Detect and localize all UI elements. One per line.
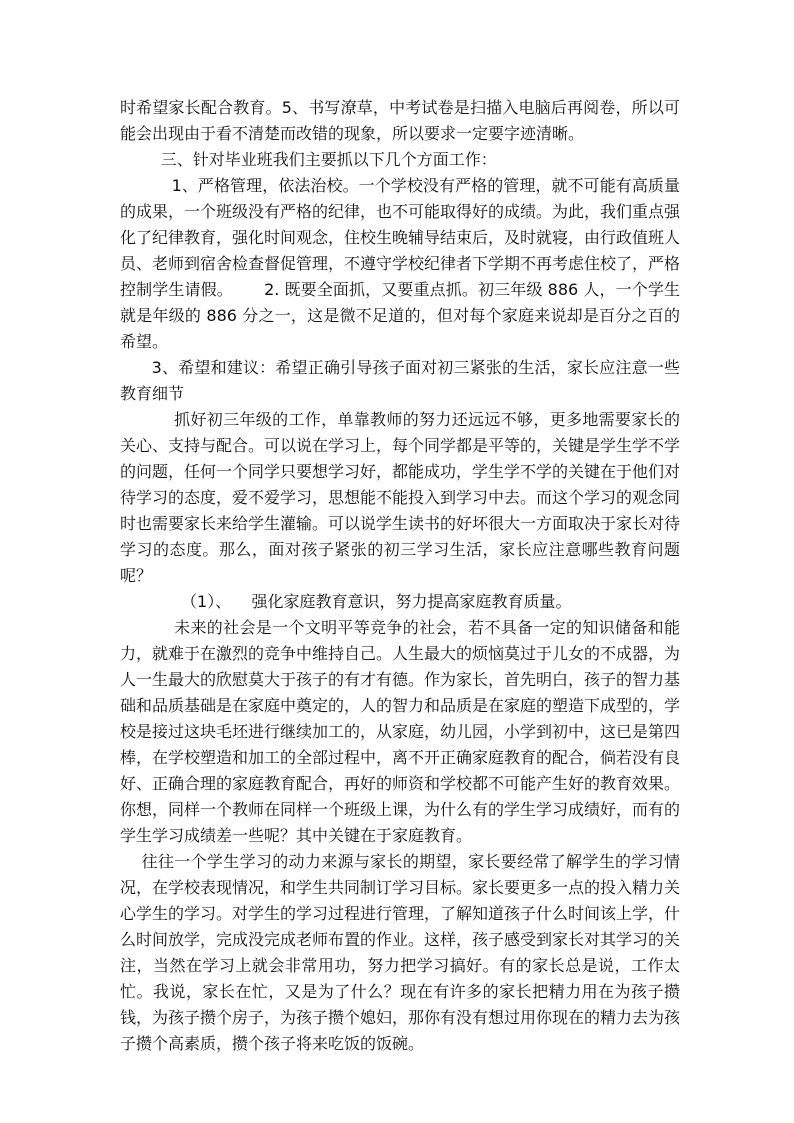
- paragraph-exam-handwriting: 时希望家长配合教育。5、书写潦草，中考试卷是扫描入电脑后再阅卷，所以可能会出现由于看不清楚而改错的现象，所以要求一定要字迹清晰。: [120, 98, 680, 143]
- document-page: [120, 95, 680, 1057]
- paragraph-parent-support: 抓好初三年级的工作，单靠教师的努力还远远不够，更多地需要家长的关心、支持与配合。可以说在学习上，每个同学都是平等的，关键是学生学不学的问题，任何一个同学只要想学习好，都能成功，学生学不学的关键在于他们对待学习的态度，爱不爱学习，思想能不能投入到学习中去。而这个学习的观念同时也需要家长来给学生灌输。可以说学生读书的好坏很大一方面取决于家长对待学习的态度。那么，面对孩子紧张的初三学习生活，家长应注意哪些教育问题呢？: [120, 410, 681, 585]
- heading-graduating-class-work: 三、针对毕业班我们主要抓以下几个方面工作：: [120, 150, 497, 169]
- paragraph-learning-motivation: 往往一个学生学习的动力来源与家长的期望，家长要经常了解学生的学习情况，在学校表现情况，和学生共同制订学习目标。家长要更多一点的投入精力关心学生的学习。对学生的学习过程进行管理，了解知道孩子什么时间该上学，什么时间放学，完成没完成老师布置的作业。这样，孩子感受到家长对其学习的关注，当然在学习上就会非常用功，努力把学习搞好。有的家长总是说，工作太忙。我说，家长在忙，又是为了什么？现在有许多的家长把精力用在为孩子攒钱，为孩子攒个房子，为孩子攒个媳妇，那你有没有想过用你现在的精力去为孩子攒个高素质，攒个孩子将来吃饭的饭碗。: [120, 852, 681, 1053]
- heading-hopes-and-suggestions: 3、希望和建议：希望正确引导孩子面对初三紧张的生活，家长应注意一些教育细节: [120, 358, 680, 403]
- heading-family-education: （1）、 强化家庭教育意识，努力提高家庭教育质量。: [120, 592, 572, 611]
- paragraph-future-society: 未来的社会是一个文明平等竞争的社会，若不具备一定的知识储备和能力，就难于在激烈的竞争中维持自己。人生最大的烦恼莫过于儿女的不成器，为人一生最大的欣慰莫大于孩子的有才有德。作为家长，首先明白，孩子的智力基础和品质基础是在家庭中奠定的，人的智力和品质是在家庭的塑造下成型的，学校是接过这块毛坯进行继续加工的，从家庭，幼儿园，小学到初中，这已是第四棒，在学校塑造和加工的全部过程中，离不开正确家庭教育的配合，倘若没有良好、正确合理的家庭教育配合，再好的师资和学校都不可能产生好的教育效果。你想，同样一个教师在同样一个班级上课，为什么有的学生学习成绩好，而有的学生学习成绩差一些呢？其中关键在于家庭教育。: [120, 618, 681, 845]
- paragraph-strict-management: 1、严格管理，依法治校。一个学校没有严格的管理，就不可能有高质量的成果，一个班级没有严格的纪律，也不可能取得好的成绩。为此，我们重点强化了纪律教育，强化时间观念，住校生晚辅导结束后，及时就寝，由行政值班人员、老师到宿舍检查督促管理，不遵守学校纪律者下学期不再考虑住校了，严格控制学生请假。 2. 既要全面抓，又要重点抓。初三年级 886 人，一个学生就是年级的 886 分之一，这是微不足道的，但对每个家庭来说却是百分之百的希望。: [120, 176, 681, 351]
